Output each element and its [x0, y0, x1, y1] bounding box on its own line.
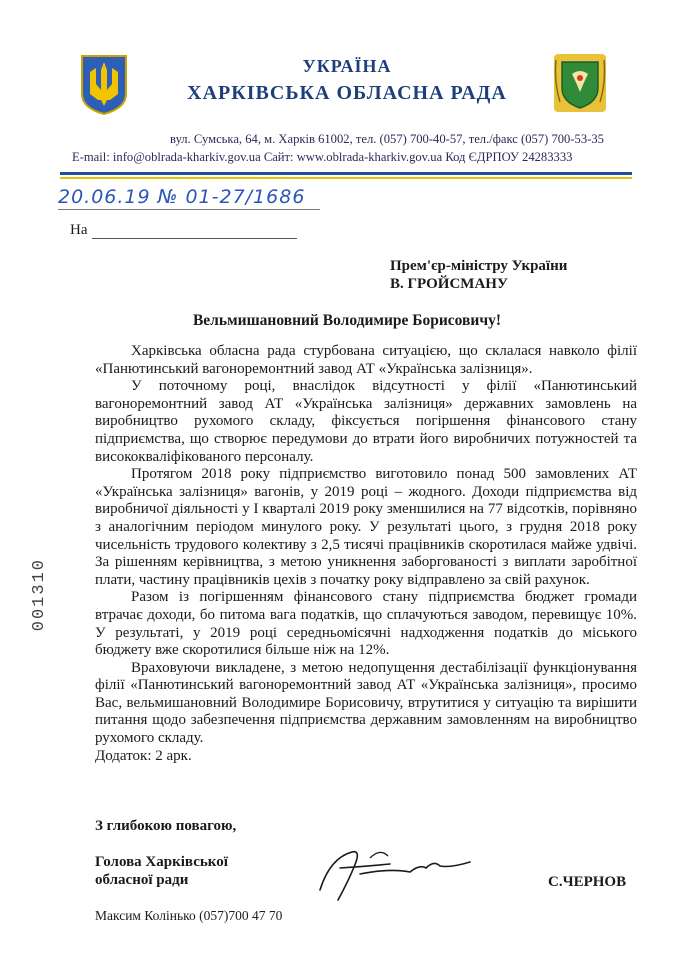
executor-contact: Максим Колінько (057)700 47 70 [95, 908, 283, 923]
body-paragraph: Разом із погіршенням фінансового стану підприємства бюджет громади втрачає доходи, бо питома вага податків, що сплачуються заводом, перевищує 10%. У результаті, у 2019 році середньомісячні надходження податків до міського бюджету вже скоротилися більше ніж на 12%. [95, 589, 637, 659]
kharkiv-coat-of-arms-icon [552, 52, 608, 114]
salutation: Вельмишановний Володимире Борисовичу! [192, 312, 502, 329]
contact-web-line: E-mail: info@oblrada-kharkiv.gov.ua Сайт: www.oblrada-kharkiv.gov.ua Код ЄДРПОУ 24283333 [72, 150, 573, 164]
organization-name: ХАРКІВСЬКА ОБЛАСНА РАДА [187, 82, 507, 104]
attachment-note: Додаток: 2 арк. [95, 747, 192, 764]
letter-body [95, 343, 637, 765]
reference-underline [58, 209, 320, 210]
contact-address-line: вул. Сумська, 64, м. Харків 61002, тел. (057) 700-40-57, тел./факс (057) 700-53-35 [170, 132, 604, 146]
addressee-name: В. ГРОЙСМАНУ [390, 276, 508, 292]
header-rule-blue [60, 172, 632, 175]
body-paragraph: У поточному році, внаслідок відсутності у філії «Панютинський вагоноремонтний завод АТ «Українська залізниця» державних замовлень на виробництво рухомого складу, фіксується погіршення фінансового стану підприємства, що створює передумови до втрати його виробничих потужностей та висококваліфікованого персоналу. [95, 378, 637, 465]
registration-stamp-number: 001310 [30, 558, 49, 632]
handwritten-reference: 20.06.19 № 01-27/1686 [58, 186, 306, 208]
handwritten-signature [300, 838, 490, 908]
addressee-position: Прем'єр-міністру України [390, 258, 568, 274]
header-rule-yellow [60, 177, 632, 179]
closing-phrase: З глибокою повагою, [95, 818, 237, 834]
signatory-title-line2: обласної ради [95, 872, 189, 888]
body-paragraph: Протягом 2018 року підприємство виготовило понад 500 замовлених АТ «Українська залізниця» вагонів, у 2019 році – жодного. Доходи підприємства від виробничої діяльності у I кварталі 2019 року зменшилися на 77 відсотків, порівняно з аналогічним періодом минулого року. У результаті цього, з грудня 2018 року чисельність трудового колективу з 2,5 тисячі працівників скоротилася майже удвічі. За рішенням керівництва, з метою уникнення заборгованості з виплати заробітної плати, частину працівників цехів з початку року відправлено за свій рахунок. [95, 466, 637, 588]
body-paragraph: Харківська обласна рада стурбована ситуацією, що склалася навколо філії «Панютинський вагоноремонтний завод АТ «Українська залізниця». [95, 343, 637, 377]
body-paragraph: Враховуючи викладене, з метою недопущення дестабілізації функціонування філії «Панютинський вагоноремонтний завод АТ «Українська залізниця», просимо Вас, вельмишановний Володимире Борисовичу, втрутитися у ситуацію та вирішити питання щодо забезпечення підприємства державним замовленням на виробництво рухомого складу. [95, 659, 637, 747]
reply-to-blank-line [92, 238, 297, 239]
signatory-title-line1: Голова Харківської [95, 854, 228, 870]
signatory-name: С.ЧЕРНОВ [548, 874, 627, 890]
country-heading: УКРАЇНА [302, 56, 392, 76]
reply-to-label: На [70, 222, 88, 238]
